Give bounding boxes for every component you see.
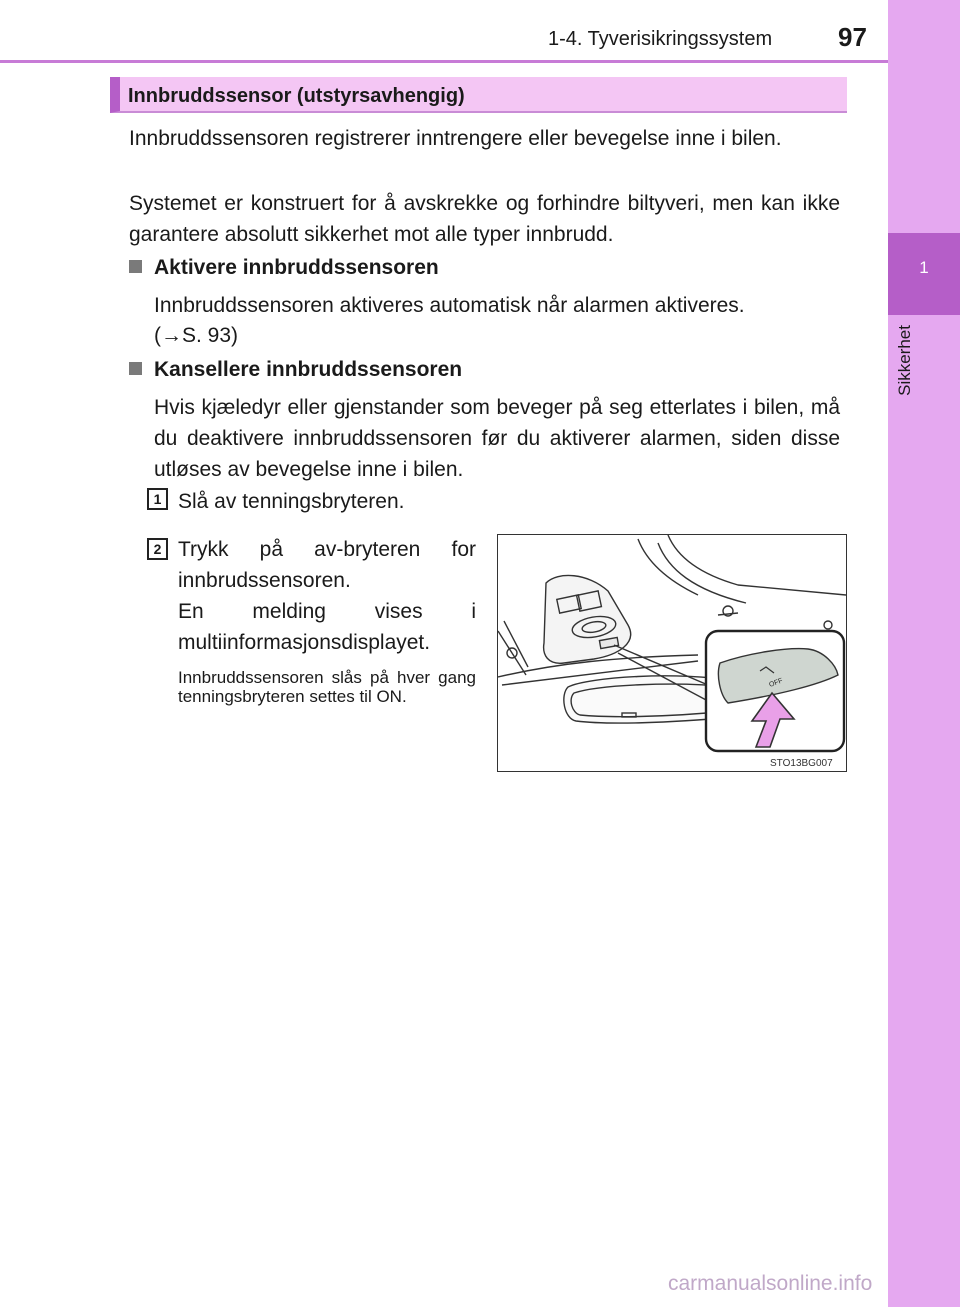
- intro-paragraph-1: Innbruddssensoren registrerer inntrengere eller bevegelse inne i bilen.: [129, 127, 782, 150]
- header-section-title: 1-4. Tyverisikringssystem: [548, 28, 773, 50]
- activate-heading: [129, 256, 439, 280]
- activate-page-reference[interactable]: (→S. 93): [154, 324, 239, 347]
- chapter-sidebar: [888, 0, 960, 1307]
- step-1-text: Slå av tenningsbryteren.: [178, 490, 405, 513]
- off-button-label: OFF: [768, 677, 784, 689]
- section-title: Innbruddssensor (utstyrsavhengig): [128, 85, 465, 107]
- activate-text: Innbruddssensoren aktiveres automatisk når alarmen aktiveres.: [154, 294, 745, 317]
- header-rule: [0, 60, 888, 63]
- intro-paragraph-2: Systemet er konstruert for å avskrekke og forhindre biltyveri, men kan ikke garantere absolutt sikkerhet mot alle typer innbrudd.: [129, 192, 840, 246]
- figure-code: STO13BG007: [770, 758, 833, 769]
- overhead-console-illustration: [498, 535, 846, 771]
- step-2-badge: 2: [147, 538, 168, 560]
- bullet-square-icon: [129, 362, 142, 375]
- sensor-figure: [497, 534, 847, 772]
- callout-detail: [706, 631, 844, 751]
- chapter-label: Sikkerhet: [895, 325, 914, 396]
- watermark-text[interactable]: carmanualsonline.info: [668, 1272, 873, 1295]
- step-2-note: Innbruddssensoren slås på hver gang tenningsbryteren settes til ON.: [178, 668, 476, 706]
- step-1-badge: 1: [147, 488, 168, 510]
- activate-heading-text: Aktivere innbruddssensoren: [154, 256, 439, 279]
- cancel-text: Hvis kjæledyr eller gjenstander som beveger på seg etterlates i bilen, må du deaktivere innbruddssensoren før du aktiverer alarmen, siden disse utløses av bevegelse inne i bilen.: [154, 396, 840, 481]
- step-2-text: Trykk på av-bryteren for innbrudssensoren.: [178, 538, 476, 592]
- page-number: 97: [838, 22, 867, 52]
- cancel-heading-text: Kansellere innbruddssensoren: [154, 358, 463, 381]
- bullet-square-icon: [129, 260, 142, 273]
- step-2-message: En melding vises i multiinformasjonsdisplayet.: [178, 600, 476, 654]
- chapter-number: 1: [919, 258, 929, 277]
- cancel-heading: [129, 358, 462, 382]
